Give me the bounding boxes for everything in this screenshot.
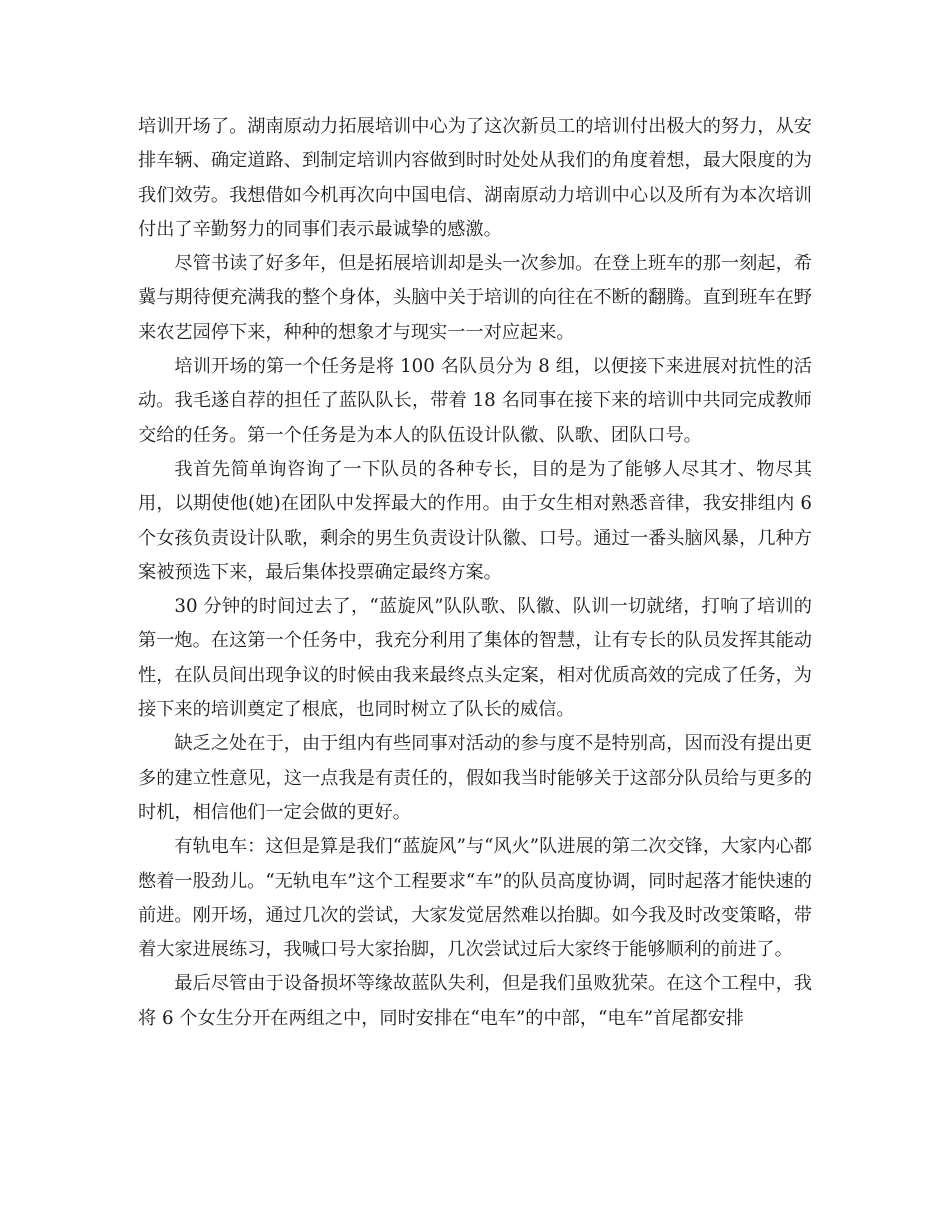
paragraph-8: 最后尽管由于设备损坏等缘故蓝队失利，但是我们虽败犹荣。在这个工程中，我将 6 个女生分开在两组之中，同时安排在“电车”的中部，“电车”首尾都安排 xyxy=(138,973,812,1029)
document-body xyxy=(138,110,812,1036)
paragraph-4: 我首先简单询咨询了一下队员的各种专长，目的是为了能够人尽其才、物尽其用，以期使他(她)在团队中发挥最大的作用。由于女生相对熟悉音律，我安排组内 6 个女孩负责设计队歌，剩余的男生负责设计队徽、口号。通过一番头脑风暴，几种方案被预选下来，最后集体投票确定最终方案。 xyxy=(138,458,812,583)
paragraph-3: 培训开场的第一个任务是将 100 名队员分为 8 组，以便接下来进展对抗性的活动。我毛遂自荐的担任了蓝队队长，带着 18 名同事在接下来的培训中共同完成教师交给的任务。第一个任务是为本人的队伍设计队徽、队歌、团队口号。 xyxy=(138,356,812,446)
paragraph-2: 尽管书读了好多年，但是拓展培训却是头一次参加。在登上班车的那一刻起，希冀与期待便充满我的整个身体，头脑中关于培训的向往在不断的翻腾。直到班车在野来农艺园停下来，种种的想象才与现实一一对应起来。 xyxy=(138,253,812,343)
paragraph-6: 缺乏之处在于，由于组内有些同事对活动的参与度不是特别高，因而没有提出更多的建立性意见，这一点我是有责任的，假如我当时能够关于这部分队员给与更多的时机，相信他们一定会做的更好。 xyxy=(138,733,812,823)
paragraph-7: 有轨电车：这但是算是我们“蓝旋风”与“风火”队进展的第二次交锋，大家内心都憋着一股劲儿。“无轨电车”这个工程要求“车”的队员高度协调，同时起落才能快速的前进。刚开场，通过几次的尝试，大家发觉居然难以抬脚。如今我及时改变策略，带着大家进展练习，我喊口号大家抬脚，几次尝试过后大家终于能够顺利的前进了。 xyxy=(138,836,812,961)
paragraph-1: 培训开场了。湖南原动力拓展培训中心为了这次新员工的培训付出极大的努力，从安排车辆、确定道路、到制定培训内容做到时时处处从我们的角度着想，最大限度的为我们效劳。我想借如今机再次向中国电信、湖南原动力培训中心以及所有为本次培训付出了辛勤努力的同事们表示最诚挚的感激。 xyxy=(138,116,812,240)
paragraph-5: 30 分钟的时间过去了，“蓝旋风”队队歌、队徽、队训一切就绪，打响了培训的第一炮。在这第一个任务中，我充分利用了集体的智慧，让有专长的队员发挥其能动性，在队员间出现争议的时候由我来最终点头定案，相对优质高效的完成了任务，为接下来的培训奠定了根底，也同时树立了队长的威信。 xyxy=(138,596,812,721)
